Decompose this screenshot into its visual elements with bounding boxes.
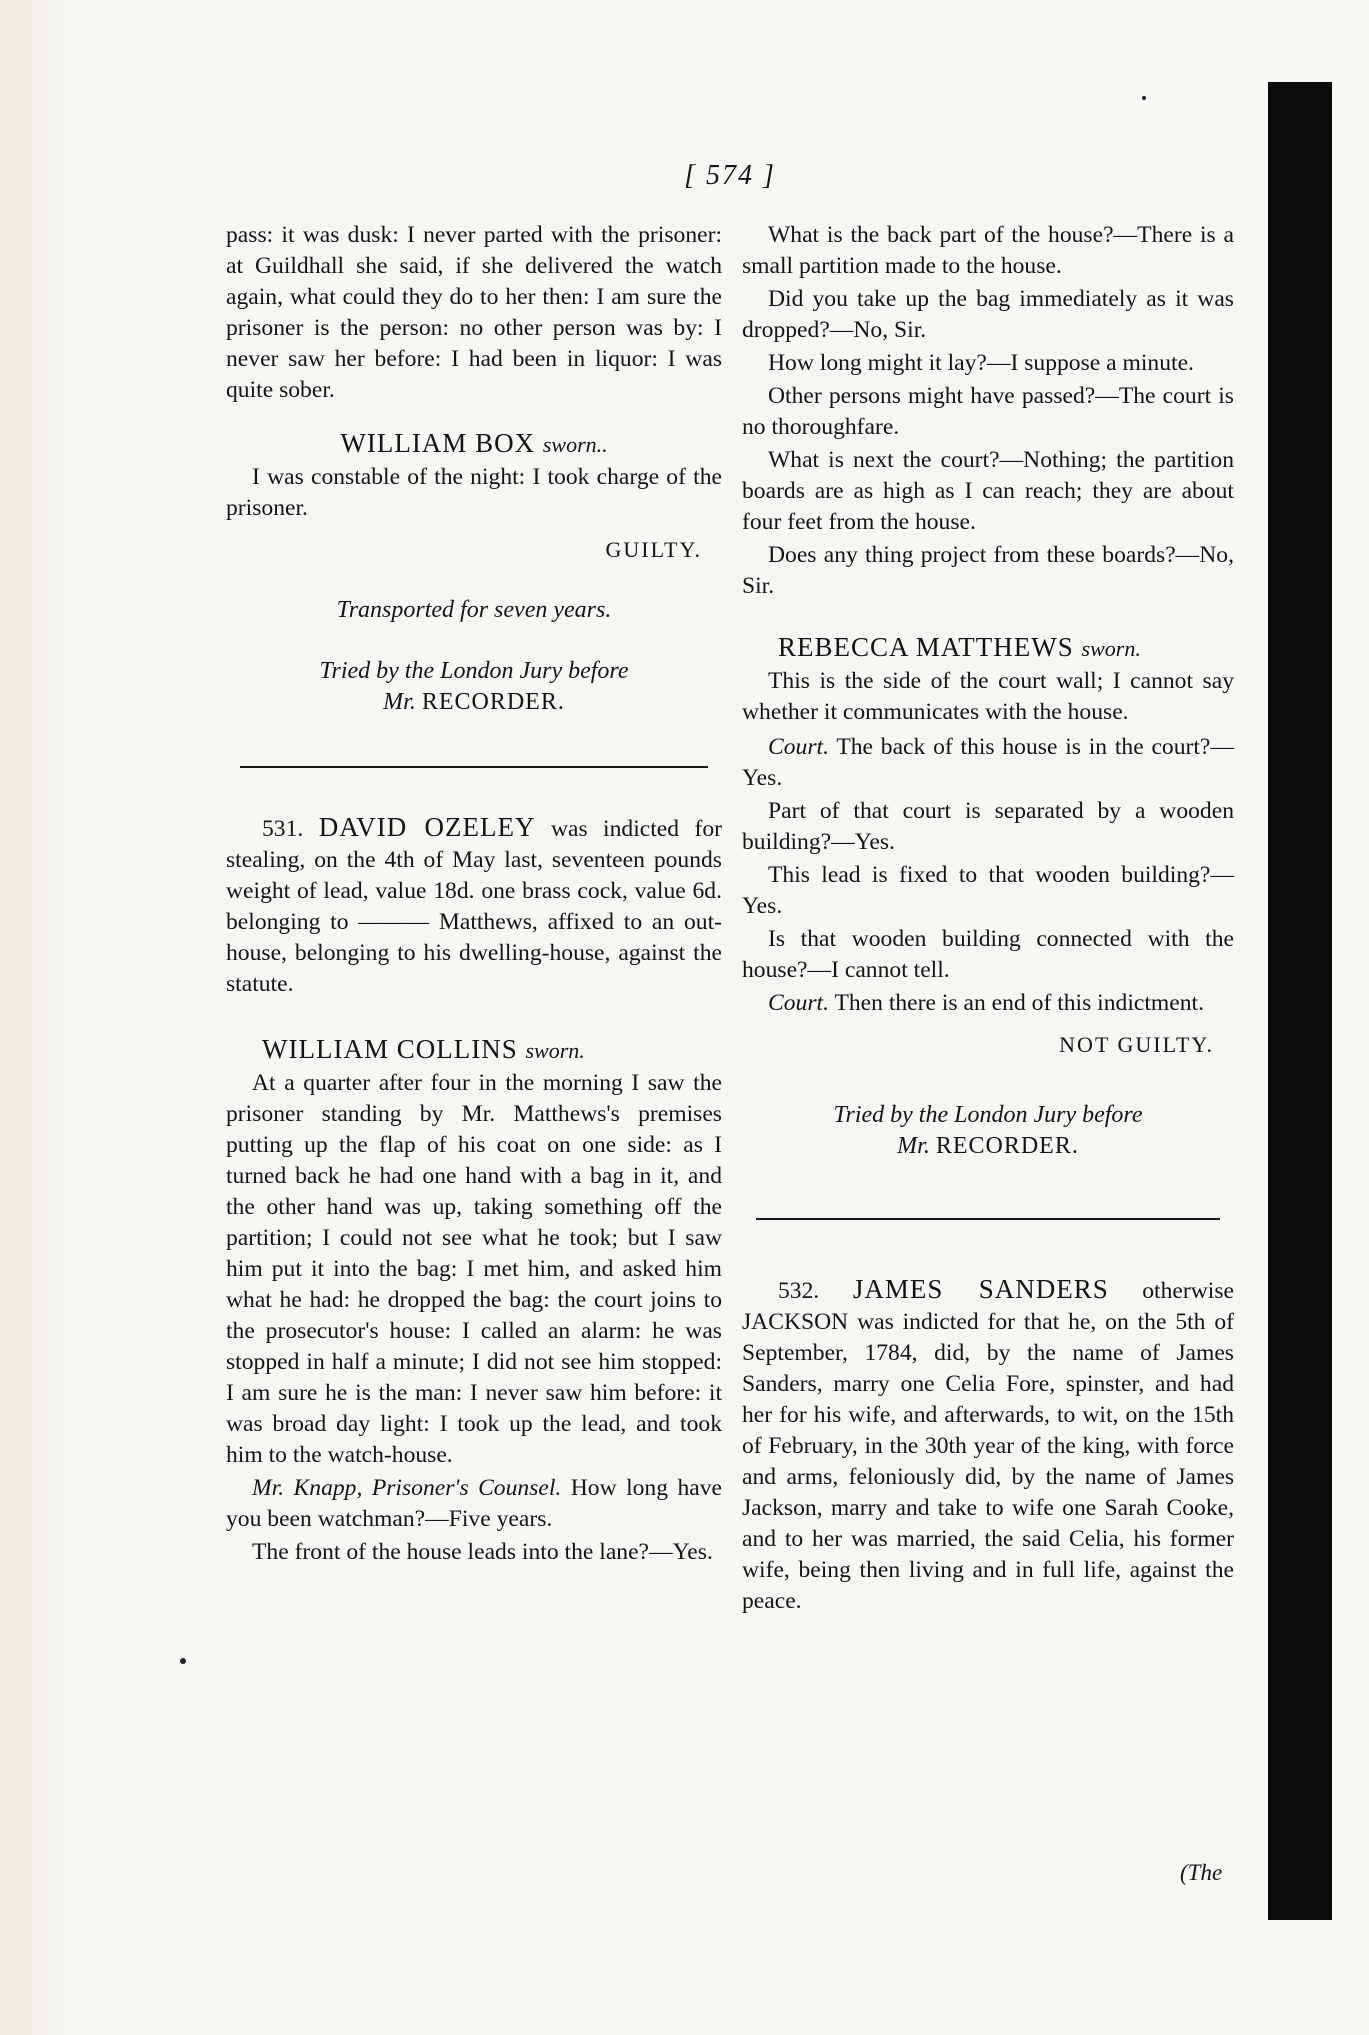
qa-line: This lead is fixed to that wooden building?—Yes. xyxy=(742,862,1234,919)
case-531-paragraph xyxy=(226,812,722,1000)
qa-line: What is the back part of the house?—There is a small partition made to the house. xyxy=(742,222,1234,279)
sworn-label: sworn. xyxy=(1081,636,1141,661)
court-speaker: Court. xyxy=(768,734,829,760)
witness-heading-box xyxy=(226,428,722,460)
sworn-label: sworn. xyxy=(525,1038,585,1063)
qa-line: Did you take up the bag immediately as it was dropped?—No, Sir. xyxy=(742,286,1234,343)
page-edge-left xyxy=(0,0,80,2035)
witness-name: REBECCA MATTHEWS xyxy=(778,632,1074,662)
verdict-guilty: GUILTY. xyxy=(605,537,702,562)
box-testimony: I was constable of the night: I took charge of the prisoner. xyxy=(226,464,722,521)
court-question-text: The back of this house is in the court?—Yes. xyxy=(742,734,1234,791)
witness-name: WILLIAM BOX xyxy=(340,428,536,458)
section-divider xyxy=(240,766,708,768)
collins-testimony: At a quarter after four in the morning I saw the prisoner standing by Mr. Matthews's premises putting up the flap of his coat on one side: as I turned back he had one hand with a bag in it, and the other hand was up, taking something off the partition; I could not see what he took; but I saw him put it into the bag: I met him, and asked him what he had: he dropped the bag: the court joins to the prosecutor's house: I called an alarm: he was stopped in half a minute; I did not see him stopped: I am sure he is the man: I never saw him before: it was broad day light: I took up the lead, and took him to the watch-house. xyxy=(226,1070,722,1468)
qa-line: Part of that court is separated by a wooden building?—Yes. xyxy=(742,798,1234,855)
opening-paragraph: pass: it was dusk: I never parted with the prisoner: at Guildhall she said, if she delivered the watch again, what could they do to her then: I am sure the prisoner is the person: no other person was by: I never saw her before: I had been in liquor: I was quite sober. xyxy=(226,222,722,403)
case-indictment: was indicted for stealing, on the 4th of May last, seventeen pounds weight of lead, value 18d. one brass cock, value 6d. belonging to ——— Matthews, affixed to an out-house, belonging to his dwelling-house, against the statute. xyxy=(226,816,722,997)
left-column xyxy=(226,220,722,1570)
page-number: [ 574 ] xyxy=(684,160,776,191)
qa-line: Is that wooden building connected with the house?—I cannot tell. xyxy=(742,926,1234,983)
witness-name: WILLIAM COLLINS xyxy=(262,1034,518,1064)
tried-line2 xyxy=(226,687,722,718)
case-number: 532. xyxy=(778,1278,820,1304)
sentence-line: Transported for seven years. xyxy=(336,597,612,623)
front-question: The front of the house leads into the lane?—Yes. xyxy=(252,1539,713,1565)
defendant-name: DAVID OZELEY xyxy=(318,812,536,842)
case-number: 531. xyxy=(262,816,304,842)
tried-by-note xyxy=(742,1100,1234,1162)
tried-recorder: RECORDER. xyxy=(935,1133,1079,1159)
section-divider xyxy=(756,1218,1220,1220)
sworn-label: sworn.. xyxy=(542,432,608,457)
court-question xyxy=(742,732,1234,794)
tried-line1: Tried by the London Jury before xyxy=(319,658,629,684)
counsel-question-text: How long have you been watchman?—Five years. xyxy=(226,1475,723,1532)
court-speaker: Court. xyxy=(768,990,829,1016)
tried-mr: Mr. xyxy=(383,689,416,715)
right-column xyxy=(742,220,1234,1619)
tried-line1: Tried by the London Jury before xyxy=(833,1102,1143,1128)
tried-line2 xyxy=(742,1131,1234,1162)
qa-line: Other persons might have passed?—The court is no thoroughfare. xyxy=(742,383,1234,440)
witness-heading-collins xyxy=(226,1034,722,1066)
court-statement-text: Then there is an end of this indictment. xyxy=(834,990,1204,1016)
qa-line: What is next the court?—Nothing; the partition boards are as high as I can reach; they are about four feet from the house. xyxy=(742,447,1234,535)
catchword: (The xyxy=(1180,1860,1223,1885)
verdict-not-guilty: NOT GUILTY. xyxy=(1059,1032,1214,1057)
book-spine-shadow xyxy=(1268,82,1332,1920)
tried-mr: Mr. xyxy=(897,1133,930,1159)
tried-recorder: RECORDER. xyxy=(421,689,565,715)
matthews-testimony: This is the side of the court wall; I cannot say whether it communicates with the house. xyxy=(742,668,1234,725)
qa-line: How long might it lay?—I suppose a minute. xyxy=(768,350,1194,376)
qa-line: Does any thing project from these boards?—No, Sir. xyxy=(742,542,1234,599)
defendant-name: JAMES SANDERS xyxy=(852,1274,1109,1304)
counsel-speaker: Mr. Knapp, Prisoner's Counsel. xyxy=(252,1475,562,1501)
counsel-question xyxy=(226,1473,722,1535)
case-indictment: otherwise JACKSON was indicted for that he, on the 5th of September, 1784, did, by the name of James Sanders, marry one Celia Fore, spinster, and had her for his wife, and afterwards, to wit, on the 15th of February, in the 30th year of the king, with force and arms, feloniously did, by the name of James Jackson, marry and take to wife one Sarah Cooke, and to her was married, the said Celia, his former wife, being then living and in full life, against the peace. xyxy=(742,1278,1234,1614)
case-532-paragraph xyxy=(742,1274,1234,1617)
tried-by-note xyxy=(226,656,722,718)
print-speck xyxy=(180,1658,186,1664)
court-statement xyxy=(742,988,1234,1019)
witness-heading-matthews xyxy=(742,632,1234,664)
print-speck xyxy=(1142,96,1146,100)
